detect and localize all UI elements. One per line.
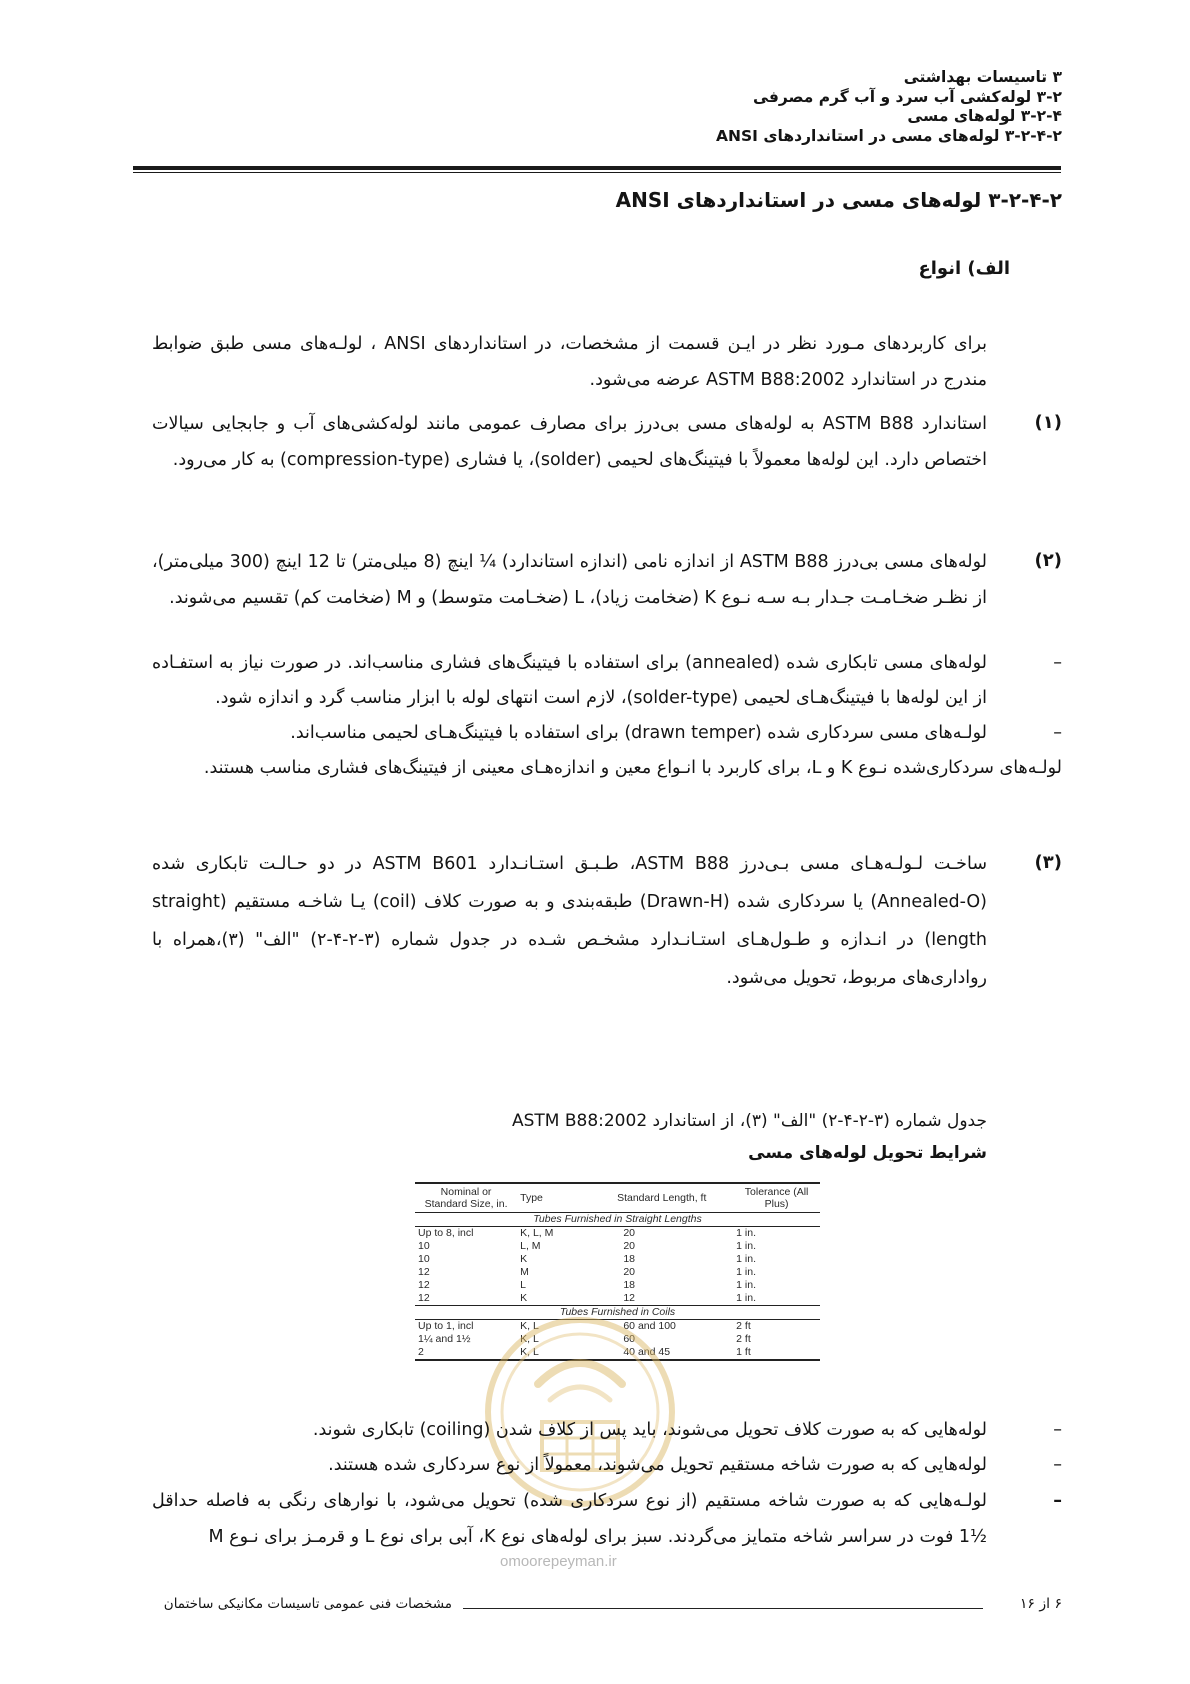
- table-notes-bullets: [152, 1413, 1062, 1555]
- table-cell: 60 and 100: [623, 1320, 676, 1332]
- header-line-4: ۳-۲-۴-۲ لوله‌های مسی در استانداردهای ANSI: [716, 126, 1062, 145]
- column-header: Type: [520, 1192, 543, 1204]
- footer-rule: [463, 1608, 983, 1609]
- table-cell: 2 ft: [736, 1333, 751, 1345]
- table-cell: 20: [623, 1266, 636, 1278]
- bullet-text: لوله‌های مسی تابکاری شده (annealed) برای استفاده با فیتینگ‌های فشاری مناسب‌اند. در صورت نیاز به استفـاده از این لوله‌ها با فیتینگ‌هـای لحیمی (solder-type)، لازم است انتهای لوله با ابزار مناسب گرد و اندازه شود.: [152, 653, 987, 708]
- table-cell: K, L: [520, 1333, 539, 1345]
- table-cell: K, L: [520, 1320, 539, 1332]
- table-cell: 1 ft: [736, 1346, 751, 1358]
- table-row: [415, 1240, 820, 1253]
- item-number-2: (۲): [1034, 550, 1062, 571]
- list-item: [152, 1448, 1062, 1483]
- item-number-3: (۳): [1034, 852, 1062, 873]
- table-cell: 40 and 45: [623, 1346, 671, 1358]
- table-cell: 1 in.: [736, 1292, 757, 1304]
- table-group-label: Tubes Furnished in Coils: [559, 1306, 676, 1318]
- table-cell: 20: [623, 1227, 636, 1239]
- header-line-1: ۳ تاسیسات بهداشتی: [903, 68, 1062, 86]
- table-cell: 18: [623, 1253, 636, 1265]
- page-number: ۶ از ۱۶: [1019, 1596, 1062, 1612]
- item-number-1: (۱): [1034, 412, 1062, 433]
- table-cell: K: [520, 1292, 528, 1304]
- item-2-bullets: [152, 646, 1062, 786]
- list-item: [152, 716, 1062, 751]
- item-text-1: استاندارد ASTM B88 به لوله‌های مسی بی‌درز برای مصارف عمومی مانند لوله‌کشی‌های آب و جابجایی سیالات اختصاص دارد. این لوله‌ها معمولاً با فیتینگ‌های لحیمی (solder)، یا فشاری (compression-type) به کار می‌رود.: [152, 414, 987, 470]
- table-cell: 1 in.: [736, 1253, 757, 1265]
- bullet-text: لوله‌هایی که به صورت شاخه مستقیم تحویل می‌شوند، معمولاً از نوع سردکاری شده هستند.: [328, 1455, 987, 1475]
- table-cell: L: [520, 1279, 526, 1291]
- subsection-title: الف) انواع: [918, 258, 1010, 279]
- bullet-dash: –: [1053, 723, 1062, 743]
- header-line-3: ۳-۲-۴ لوله‌های مسی: [907, 107, 1062, 125]
- table-cell: Up to 8, incl: [418, 1227, 474, 1239]
- bullet-dash: –: [1053, 1491, 1062, 1511]
- watermark-text: omoorepeyman.ir: [500, 1553, 617, 1570]
- table-cell: 12: [418, 1292, 430, 1304]
- bullet-text: لوله‌هایی که به صورت کلاف تحویل می‌شوند، باید پس از کلاف شدن (coiling) تابکاری شوند.: [312, 1420, 987, 1440]
- bullet-dash: –: [1053, 653, 1062, 673]
- table-row: [415, 1227, 820, 1241]
- table-cell: 12: [623, 1292, 636, 1304]
- table-cell: L, M: [520, 1240, 541, 1252]
- table-row: [415, 1279, 820, 1292]
- header-line-2: ۳-۲ لوله‌کشی آب سرد و آب گرم مصرفی: [753, 87, 1062, 106]
- table-header-row: [415, 1183, 820, 1213]
- table-cell: Up to 1, incl: [418, 1320, 474, 1332]
- table-cell: 18: [623, 1279, 636, 1291]
- footer-title: مشخصات فنی عمومی تاسیسات مکانیکی ساختمان: [163, 1596, 452, 1612]
- table-cell: 20: [623, 1240, 636, 1252]
- list-item: [152, 1413, 1062, 1448]
- table-cell: 2: [418, 1346, 424, 1358]
- intro-paragraph: برای کاربردهای مـورد نظر در ایـن قسمت از مشخصات، در استانداردهای ANSI ، لولـه‌های مسی طبق ضوابط مندرج در استاندارد ASTM B88:2002 عرضه می‌شود.: [152, 334, 987, 390]
- item-text-2: لوله‌های مسی بی‌درز ASTM B88 از اندازه نامی (اندازه استاندارد) ¼ اینچ (8 میلی‌متر) تا 12 اینچ (300 میلی‌متر)، از نظـر ضخـامـت جـدار بـه سـه نـوع K (ضخامت زیاد)، L (ضخـامت متوسط) و M (ضخامت کم) تقسیم می‌شوند.: [152, 552, 987, 608]
- running-header: [302, 68, 1062, 146]
- table-cell: 1 in.: [736, 1227, 757, 1239]
- table-cell: 12: [418, 1279, 430, 1291]
- column-header: Tolerance (All Plus): [744, 1186, 809, 1210]
- header-rule-thin: [133, 172, 1061, 173]
- bullet-text: لولـه‌هایی که به صورت شاخه مستقیم (از نوع سردکاری شده) تحویل می‌شود، با نوارهای رنگی به فاصله حداقل ½1 فوت در سراسر شاخه متمایز می‌گردند. سبز برای لوله‌های نوع K، آبی برای نوع L و قرمـز برای نـوع M: [152, 1491, 987, 1547]
- table-row: [415, 1266, 820, 1279]
- list-item: [152, 1483, 1062, 1555]
- table-cell: K: [520, 1253, 528, 1265]
- table-cell: 60: [623, 1333, 636, 1345]
- header-rule-thick: [133, 166, 1061, 170]
- bullet-dash: –: [1053, 1455, 1062, 1475]
- table-cell: M: [520, 1266, 529, 1278]
- table-cell: 10: [418, 1240, 430, 1252]
- table-group-label: Tubes Furnished in Straight Lengths: [533, 1213, 702, 1225]
- table-cell: 1 in.: [736, 1240, 757, 1252]
- list-item: [152, 751, 1062, 786]
- table-caption: جدول شماره (۳-۲-۴-۲) "الف" (۳)، از استاندارد ASTM B88:2002: [511, 1111, 987, 1131]
- bullet-text: لولـه‌های مسی سردکاری شده (drawn temper) برای استفاده با فیتینگ‌هـای لحیمی مناسب‌اند.: [290, 723, 987, 743]
- table-cell: K, L, M: [520, 1227, 554, 1239]
- column-header: Nominal or Standard Size, in.: [424, 1186, 508, 1210]
- table-row: [415, 1253, 820, 1266]
- table-cell: 10: [418, 1253, 430, 1265]
- table-title: شرایط تحویل لوله‌های مسی: [748, 1143, 987, 1163]
- table-cell: 12: [418, 1266, 430, 1278]
- section-title: ۳-۲-۴-۲ لوله‌های مسی در استانداردهای ANSI: [615, 188, 1062, 212]
- bullet-dash: –: [1053, 1420, 1062, 1440]
- item-text-3: ساخـت لـولـه‌هـای مسی بـی‌درز ASTM B88، طـبـق استـانـدارد ASTM B601 در دو حـالـت تابکاری شده (Annealed-O) یا سردکاری شده (Drawn-H) طبقه‌بندی و به صورت کلاف (coil) یـا شاخـه مستقیم (straight length) در انـدازه و طـول‌هـای استـانـدارد مشخـص شـده در جدول شماره (۳-۲-۴-۲) "الف" (۳)،همراه با رواداری‌های مربوط، تحویل می‌شود.: [152, 854, 987, 988]
- table-cell: 1 in.: [736, 1266, 757, 1278]
- bullet-text: لولـه‌های سردکاری‌شده نـوع K و L، برای کاربرد با انـواع معین و اندازه‌هـای معینی از فیتینگ‌های فشاری مناسب هستند.: [203, 758, 1062, 778]
- table-cell: 2 ft: [736, 1320, 751, 1332]
- table-cell: 1¼ and 1½: [418, 1333, 471, 1345]
- column-header: Standard Length, ft: [617, 1192, 707, 1204]
- table-cell: K, L: [520, 1346, 539, 1358]
- list-item: [152, 646, 1062, 716]
- table-row: [415, 1292, 820, 1306]
- table-cell: 1 in.: [736, 1279, 757, 1291]
